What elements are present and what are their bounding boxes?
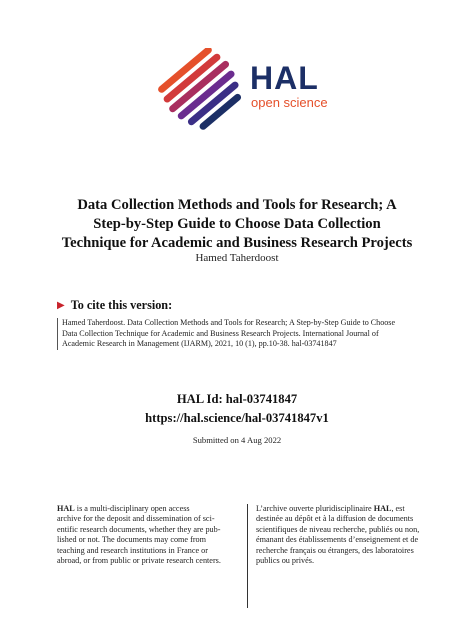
notice-line: archive for the deposit and dissemination of sci- [57,514,215,524]
author-name: Hamed Taherdoost [195,252,279,264]
notice-line: HAL is a multi-disciplinary open access [57,504,190,513]
logo-wordmark: HAL [250,60,319,96]
hal-id: HAL Id: hal-03741847 [176,392,298,406]
notice-line: publics ou privés. [256,556,314,566]
title-line: Technique for Academic and Business Research Projects [61,235,413,251]
hal-logo[interactable] [158,48,348,130]
english-notice [57,504,237,566]
hal-url-link[interactable]: https://hal.science/hal-03741847v1 [145,411,329,425]
citation-block [57,318,454,350]
submission-date: Submitted on 4 Aug 2022 [192,435,282,445]
title-line: Step-by-Step Guide to Choose Data Collection [93,216,381,232]
cite-heading-text: To cite this version: [70,298,173,312]
logo-tagline: open science [251,95,328,110]
citation-line: Hamed Taherdoost. Data Collection Methods and Tools for Research; A Step-by-Step Guide to Choose [62,318,396,327]
hal-logo-mark-icon [158,48,244,130]
notice-line: L’archive ouverte pluridisciplinaire HAL, est [256,504,405,513]
notice-line: entific research documents, whether they are pub- [57,524,221,534]
notice-line: lished or not. The documents may come from [57,535,207,545]
citation-line: Data Collection Technique for Academic and Business Research Projects. International Journal of [62,328,379,338]
notice-line: scientifiques de niveau recherche, publiés ou non, [256,524,420,534]
document-title [30,196,444,253]
notice-line: émanant des établissements d’enseignement et de [256,535,419,545]
notice-line: abroad, or from public or private research centers. [57,556,221,566]
notice-line: destinée au dépôt et à la diffusion de documents [256,514,414,524]
column-divider [247,504,248,608]
triangle-right-icon: ▶ [57,300,65,311]
notice-line: recherche français ou étrangers, des laboratoires [256,545,414,555]
title-line: Data Collection Methods and Tools for Research; A [77,197,397,213]
notice-lead: HAL [57,504,75,513]
citation-line: Academic Research in Management (IJARM), 2021, 10 (1), pp.10-38. hal-03741847 [62,339,337,348]
french-notice [256,504,436,566]
notice-line: teaching and research institutions in France or [57,545,208,555]
cite-heading [57,298,172,313]
